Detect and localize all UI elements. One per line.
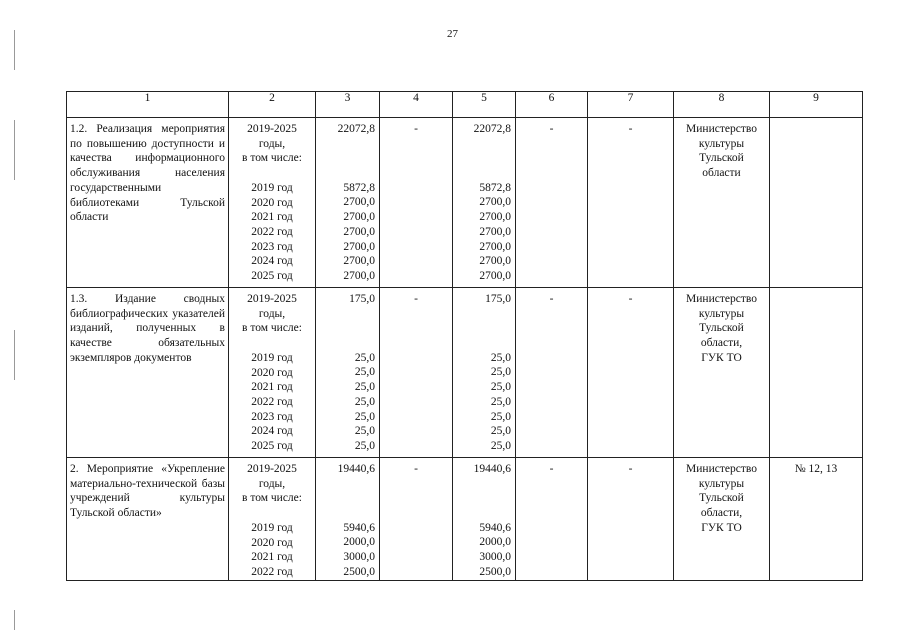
period-lines	[229, 118, 315, 284]
spacer	[453, 321, 511, 336]
activity-name: 1.3. Издание сводных библиографических указателей изданий, полученных в качестве обязательных экземпляров документов	[70, 293, 225, 364]
year-label: 2020 год	[251, 196, 293, 209]
year-label: 2025 год	[251, 270, 293, 283]
period-line: 2019-2025	[247, 293, 297, 305]
executor-line: области,	[700, 337, 743, 350]
spacer	[316, 321, 375, 336]
year-label: 2022 год	[251, 225, 293, 238]
spacer	[453, 336, 511, 351]
header-cell: 5	[453, 92, 516, 118]
year-value: 2700,0	[343, 225, 375, 238]
executor-line: Тульской	[699, 152, 744, 165]
spacer	[229, 336, 315, 351]
executor-cell	[674, 458, 770, 581]
spacer	[316, 137, 375, 152]
year-value: 2700,0	[479, 225, 511, 238]
executor-line: Министерство	[686, 463, 757, 475]
year-value: 25,0	[354, 395, 375, 408]
dash-value: -	[628, 463, 633, 475]
year-label: 2021 год	[251, 211, 293, 224]
col6-cell	[516, 288, 588, 458]
year-value: 25,0	[490, 395, 511, 408]
col7-cell	[588, 118, 674, 288]
year-label: 2023 год	[251, 410, 293, 423]
funding-values	[316, 288, 379, 454]
col4-cell	[380, 118, 453, 288]
year-value: 25,0	[490, 410, 511, 423]
year-value: 2500,0	[343, 565, 375, 578]
spacer	[316, 491, 375, 506]
activity-name-cell	[67, 118, 229, 288]
year-value: 25,0	[490, 381, 511, 394]
dash-value: -	[414, 463, 418, 475]
executor-line: культуры	[698, 307, 745, 320]
header-cell: 6	[516, 92, 588, 118]
spacer	[453, 477, 511, 492]
header-cell: 9	[770, 92, 863, 118]
total-funding-cell	[316, 118, 380, 288]
year-value: 2700,0	[343, 269, 375, 282]
col7-cell	[588, 458, 674, 581]
funding-values	[316, 118, 379, 284]
total-value: 22072,8	[473, 123, 511, 135]
total-value: 175,0	[349, 293, 375, 305]
regional-funding-cell	[453, 288, 516, 458]
executor-line: ГУК ТО	[701, 351, 742, 364]
year-label: 2022 год	[251, 395, 293, 408]
year-label: 2020 год	[251, 366, 293, 379]
year-value: 2700,0	[479, 240, 511, 253]
spacer	[453, 137, 511, 152]
year-value: 2700,0	[343, 240, 375, 253]
header-cell: 7	[588, 92, 674, 118]
year-label: 2024 год	[251, 255, 293, 268]
funding-values	[453, 288, 515, 454]
executor-line: области,	[700, 507, 743, 520]
spacer	[229, 166, 315, 181]
year-value: 25,0	[354, 351, 375, 364]
dash-value: -	[549, 293, 554, 305]
regional-funding-cell	[453, 458, 516, 581]
period-line: годы,	[258, 137, 286, 150]
margin-mark	[14, 330, 15, 380]
year-label: 2024 год	[251, 425, 293, 438]
spacer	[453, 151, 511, 166]
spacer	[453, 506, 511, 521]
year-value: 25,0	[354, 381, 375, 394]
year-value: 5872,8	[343, 181, 375, 194]
indicator-ref	[770, 118, 862, 122]
page-number: 27	[447, 28, 458, 40]
total-value: 22072,8	[337, 123, 375, 135]
dash-value: -	[549, 123, 554, 135]
period-line: годы,	[258, 477, 286, 490]
year-label: 2019 год	[251, 521, 293, 534]
indicator-ref: № 12, 13	[794, 463, 838, 475]
indicator-cell	[770, 458, 863, 581]
year-value: 25,0	[490, 425, 511, 438]
executor-line: культуры	[698, 137, 745, 150]
spacer	[316, 151, 375, 166]
period-cell	[229, 118, 316, 288]
executor-lines	[674, 118, 769, 181]
spacer	[229, 506, 315, 521]
activity-name-cell	[67, 458, 229, 581]
header-cell: 1	[67, 92, 229, 118]
period-lines	[229, 458, 315, 580]
total-funding-cell	[316, 458, 380, 581]
header-cell: 2	[229, 92, 316, 118]
year-value: 5940,6	[343, 521, 375, 534]
funding-values	[453, 118, 515, 284]
period-cell	[229, 288, 316, 458]
col7-cell	[588, 288, 674, 458]
activity-name: 2. Мероприятие «Укрепление материально-технической базы учреждений культуры Тульской области»	[70, 463, 225, 520]
activity-name-cell	[67, 288, 229, 458]
period-line: в том числе:	[242, 492, 302, 505]
spacer	[453, 166, 511, 181]
total-value: 19440,6	[337, 463, 375, 475]
dash-value: -	[549, 463, 554, 475]
period-cell	[229, 458, 316, 581]
year-value: 25,0	[490, 351, 511, 364]
executor-line: Тульской	[699, 492, 744, 505]
total-funding-cell	[316, 288, 380, 458]
period-line: в том числе:	[242, 322, 302, 335]
spacer	[316, 477, 375, 492]
year-value: 25,0	[354, 439, 375, 452]
spacer	[316, 336, 375, 351]
year-value: 3000,0	[343, 551, 375, 564]
executor-line: области	[702, 167, 741, 180]
period-line: 2019-2025	[247, 123, 297, 135]
year-label: 2023 год	[251, 240, 293, 253]
period-line: 2019-2025	[247, 463, 297, 475]
table-row	[67, 118, 863, 288]
year-value: 2700,0	[343, 196, 375, 209]
year-value: 5940,6	[479, 521, 511, 534]
margin-mark	[14, 610, 15, 630]
period-lines	[229, 288, 315, 454]
total-value: 19440,6	[473, 463, 511, 475]
spacer	[453, 307, 511, 322]
dash-value: -	[628, 293, 633, 305]
col4-cell	[380, 288, 453, 458]
dash-value: -	[628, 123, 633, 135]
header-cell: 4	[380, 92, 453, 118]
spacer	[453, 491, 511, 506]
col6-cell	[516, 118, 588, 288]
col6-cell	[516, 458, 588, 581]
year-value: 2700,0	[479, 269, 511, 282]
executor-line: ГУК ТО	[701, 521, 742, 534]
table-row	[67, 458, 863, 581]
funding-values	[453, 458, 515, 580]
executor-cell	[674, 288, 770, 458]
year-value: 25,0	[354, 410, 375, 423]
year-value: 3000,0	[479, 551, 511, 564]
year-value: 2700,0	[479, 196, 511, 209]
year-value: 2500,0	[479, 565, 511, 578]
regional-funding-cell	[453, 118, 516, 288]
executor-cell	[674, 118, 770, 288]
indicator-cell	[770, 288, 863, 458]
year-label: 2025 год	[251, 440, 293, 453]
year-value: 25,0	[490, 439, 511, 452]
spacer	[316, 166, 375, 181]
table-row	[67, 288, 863, 458]
dash-value: -	[414, 293, 418, 305]
year-value: 2700,0	[343, 211, 375, 224]
margin-mark	[14, 30, 15, 70]
executor-line: Тульской	[699, 322, 744, 335]
executor-line: Министерство	[686, 123, 757, 135]
year-label: 2022 год	[251, 565, 293, 578]
year-label: 2021 год	[251, 381, 293, 394]
year-value: 25,0	[354, 366, 375, 379]
period-line: в том числе:	[242, 152, 302, 165]
header-cell: 8	[674, 92, 770, 118]
year-value: 2700,0	[479, 211, 511, 224]
dash-value: -	[414, 123, 418, 135]
executor-line: культуры	[698, 477, 745, 490]
executor-lines	[674, 458, 769, 536]
header-cell: 3	[316, 92, 380, 118]
year-label: 2021 год	[251, 551, 293, 564]
executor-lines	[674, 288, 769, 366]
spacer	[316, 506, 375, 521]
year-value: 25,0	[354, 425, 375, 438]
year-value: 2000,0	[479, 536, 511, 549]
year-value: 5872,8	[479, 181, 511, 194]
header-row	[67, 92, 863, 118]
year-label: 2019 год	[251, 351, 293, 364]
funding-values	[316, 458, 379, 580]
indicator-cell	[770, 118, 863, 288]
year-label: 2019 год	[251, 181, 293, 194]
year-label: 2020 год	[251, 536, 293, 549]
spacer	[316, 307, 375, 322]
program-table	[66, 91, 863, 581]
col4-cell	[380, 458, 453, 581]
indicator-ref	[770, 288, 862, 292]
executor-line: Министерство	[686, 293, 757, 305]
margin-mark	[14, 120, 15, 180]
year-value: 2700,0	[343, 255, 375, 268]
year-value: 25,0	[490, 366, 511, 379]
total-value: 175,0	[485, 293, 511, 305]
year-value: 2700,0	[479, 255, 511, 268]
period-line: годы,	[258, 307, 286, 320]
year-value: 2000,0	[343, 536, 375, 549]
activity-name: 1.2. Реализация мероприятия по повышению доступности и качества информационного обслуживания населения государственными библиотеками Тульской области	[70, 123, 225, 224]
